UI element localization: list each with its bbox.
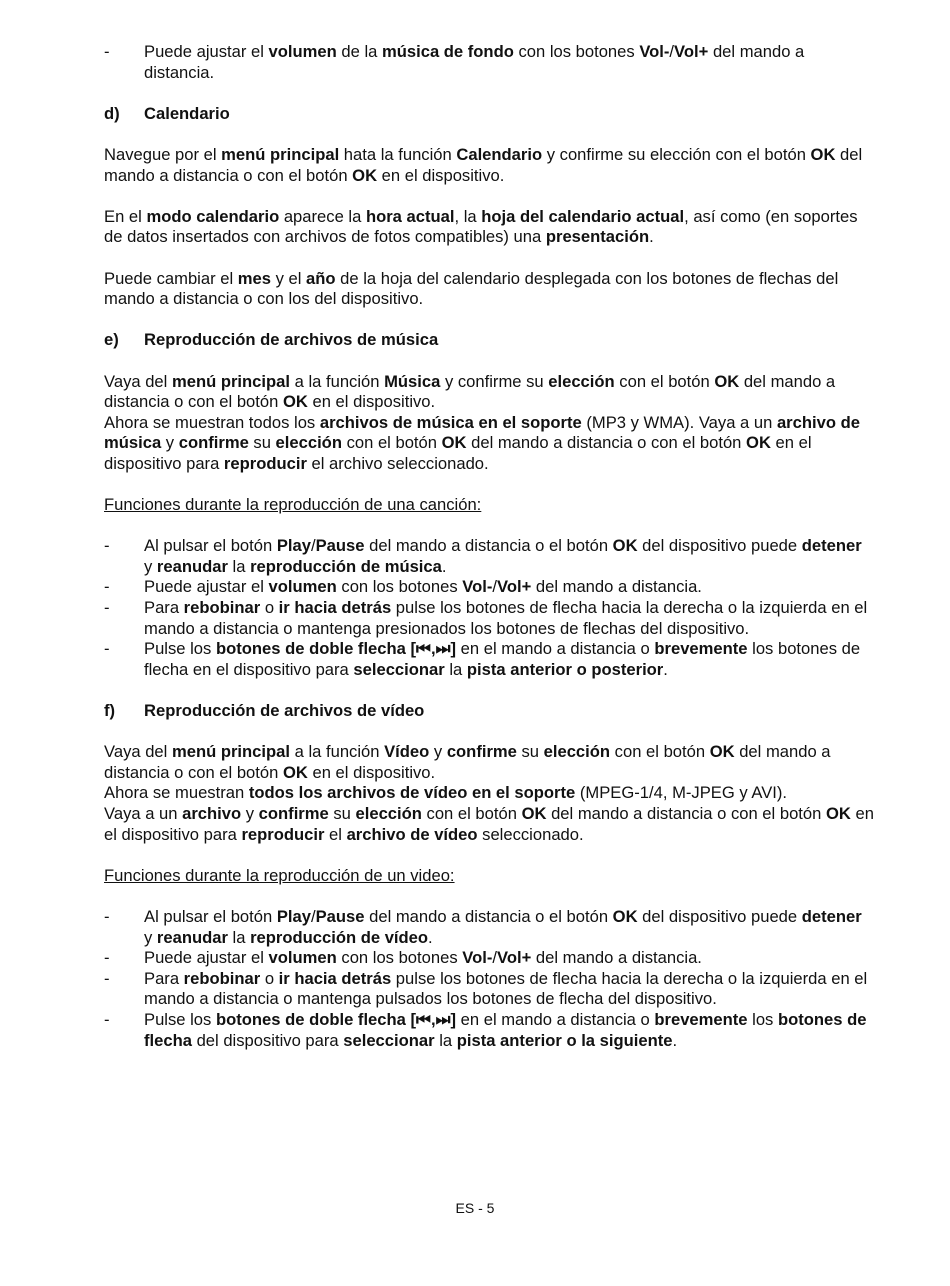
emphasis: reproducir — [241, 824, 325, 844]
emphasis: botones de flecha — [144, 1009, 867, 1050]
emphasis: elección — [543, 742, 611, 762]
emphasis: Vol+ — [496, 948, 532, 968]
text-run: o — [260, 598, 279, 618]
text-run: Puede ajustar el — [144, 42, 269, 61]
emphasis: confirme — [258, 803, 329, 823]
paragraph — [104, 207, 874, 248]
text-run: la — [444, 659, 467, 679]
emphasis: Calendario — [456, 144, 543, 164]
text-run: Vaya a un — [104, 803, 183, 823]
text-run: del dispositivo puede — [637, 906, 802, 926]
emphasis: OK — [441, 433, 467, 453]
text-run: el — [324, 824, 347, 844]
text-run: la — [434, 1030, 457, 1050]
text-run: del dispositivo para — [191, 1030, 344, 1050]
paragraph — [104, 742, 874, 783]
emphasis: elección — [355, 803, 422, 823]
emphasis: elección — [275, 433, 342, 453]
emphasis: OK — [612, 906, 638, 926]
emphasis: OK — [282, 762, 308, 782]
text-run: a la función — [290, 742, 385, 762]
list-item: - Puede ajustar el volumen con los botones Vol-/Vol+ del mando a distancia. — [104, 948, 702, 968]
text-run: con el botón — [610, 742, 710, 762]
paragraph — [104, 413, 874, 475]
text-run: Pulse los — [144, 1009, 216, 1029]
text-run: del mando a distancia o con el botón — [104, 144, 863, 185]
emphasis: volumen — [268, 577, 337, 597]
text-run: del dispositivo puede — [637, 536, 802, 556]
emphasis: OK — [709, 742, 735, 762]
page-number: ES - 5 — [455, 1200, 495, 1216]
text-run: Al pulsar el botón — [144, 906, 277, 926]
document-page — [104, 42, 874, 1051]
text-run: aparece la — [279, 206, 366, 226]
emphasis: Play — [276, 906, 311, 926]
emphasis: Vídeo — [384, 742, 430, 762]
emphasis: año — [306, 268, 336, 288]
emphasis: Música — [384, 371, 441, 391]
emphasis: Play — [276, 536, 311, 556]
text-run: Al pulsar el botón — [144, 536, 277, 556]
emphasis: seleccionar — [353, 659, 445, 679]
music-functions-list — [104, 536, 874, 680]
text-run: / — [492, 948, 497, 968]
text-run: Ahora se muestran — [104, 783, 249, 803]
text-run: con los botones — [336, 948, 463, 968]
text-run: del mando a distancia. — [144, 42, 805, 82]
emphasis: OK — [282, 392, 308, 412]
text-run: . — [672, 1030, 678, 1050]
emphasis: confirme — [178, 433, 249, 453]
text-run: seleccionado. — [477, 824, 584, 844]
text-run: . — [649, 227, 654, 247]
emphasis: reproducir — [223, 453, 307, 473]
section-heading-calendar: d) Calendario — [104, 103, 230, 123]
emphasis: botones de doble flecha [⏮,⏭] — [215, 639, 457, 659]
emphasis: música de fondo — [382, 42, 514, 61]
emphasis: brevemente — [654, 639, 748, 659]
text-run: y el — [270, 268, 307, 288]
emphasis: OK — [612, 536, 638, 556]
emphasis: hoja del calendario actual — [481, 206, 685, 226]
list-item: - Puede ajustar el volumen de la música de fondo con los botones Vol-/Vol+ del mando a distancia. — [104, 42, 805, 82]
text-run: Puede ajustar el — [144, 577, 269, 597]
text-run: , la — [454, 206, 482, 226]
text-run: / — [310, 906, 316, 926]
emphasis: hora actual — [365, 206, 455, 226]
text-run: con el botón — [614, 371, 715, 391]
text-run: del mando a distancia o con el botón — [104, 371, 836, 412]
emphasis: presentación — [545, 227, 650, 247]
emphasis: OK — [352, 165, 378, 185]
emphasis: confirme — [446, 742, 517, 762]
text-run: Vaya del — [104, 742, 172, 762]
emphasis: mes — [237, 268, 271, 288]
text-run: de la — [336, 42, 382, 61]
emphasis: OK — [810, 144, 836, 164]
text-run: (MPEG-1/4, M-JPEG y AVI). — [575, 783, 788, 803]
text-run: los — [747, 1009, 778, 1029]
emphasis: archivo de música — [104, 412, 860, 453]
text-run: en el dispositivo para — [104, 433, 812, 473]
emphasis: menú principal — [171, 742, 290, 762]
emphasis: seleccionar — [343, 1030, 435, 1050]
text-run: Pulse los — [144, 639, 216, 659]
text-run: / — [310, 536, 316, 556]
text-run: del mando a distancia o con el botón — [546, 803, 826, 823]
list-item: - Puede ajustar el volumen con los botones Vol-/Vol+ del mando a distancia. — [104, 577, 702, 597]
paragraph — [104, 372, 874, 413]
emphasis: archivo — [182, 803, 242, 823]
text-run: con el botón — [421, 803, 522, 823]
paragraph — [104, 269, 874, 310]
emphasis: reproducción de vídeo — [250, 927, 429, 947]
text-run: Vaya del — [104, 371, 172, 391]
text-run: con los botones — [513, 42, 640, 61]
text-run: en el dispositivo. — [307, 392, 436, 412]
emphasis: botones de doble flecha [⏮,⏭] — [215, 1009, 457, 1029]
list-item: - Pulse los botones de doble flecha [⏮,⏭] en el mando a distancia o brevemente los botones de flecha del dispositivo para seleccionar la pista anterior o la siguiente. — [104, 1009, 867, 1050]
emphasis: rebobinar — [183, 968, 261, 988]
section-heading-music: e) Reproducción de archivos de música — [104, 330, 439, 350]
text-run: su — [516, 742, 544, 762]
text-run: Para — [144, 598, 184, 618]
text-run: . — [663, 659, 668, 679]
emphasis: OK — [714, 371, 740, 391]
text-run: . — [428, 927, 433, 947]
emphasis: Vol+ — [496, 577, 532, 597]
emphasis: menú principal — [221, 144, 340, 164]
emphasis: menú principal — [171, 371, 290, 391]
emphasis: volumen — [268, 948, 337, 968]
emphasis: ir hacia detrás — [278, 598, 392, 618]
text-run: y confirme su — [440, 371, 549, 391]
text-run: la — [227, 927, 251, 947]
text-run: a la función — [290, 371, 385, 391]
paragraph — [104, 145, 874, 186]
paragraph — [104, 783, 874, 804]
video-functions-list — [104, 907, 874, 1051]
text-run: el archivo seleccionado. — [306, 453, 489, 473]
text-run: con el botón — [341, 433, 442, 453]
text-run: Puede cambiar el — [104, 268, 238, 288]
text-run: (MP3 y WMA). Vaya a un — [581, 412, 777, 432]
text-run: En el — [104, 206, 147, 226]
text-run: o — [260, 968, 279, 988]
emphasis: OK — [746, 433, 771, 453]
text-run: Puede ajustar el — [144, 948, 269, 968]
text-run: , así como (en soportes de datos insertados con archivos de fotos compatibles) una — [104, 206, 858, 247]
text-run: su — [328, 803, 356, 823]
emphasis: volumen — [268, 42, 337, 61]
emphasis: archivo de vídeo — [346, 824, 478, 844]
text-run: en el dispositivo. — [377, 165, 505, 185]
emphasis: todos los archivos de vídeo en el soporte — [248, 783, 576, 803]
text-run: del mando a distancia o con el botón — [466, 433, 747, 453]
text-run: en el dispositivo. — [307, 762, 436, 782]
emphasis: Pause — [315, 906, 365, 926]
emphasis: archivos de música en el soporte — [319, 412, 582, 432]
text-run: Navegue por el — [104, 144, 222, 164]
emphasis: reanudar — [156, 556, 228, 576]
text-run: en el mando a distancia o — [456, 1009, 655, 1029]
section-heading-video: f) Reproducción de archivos de vídeo — [104, 701, 425, 720]
emphasis: Pause — [315, 536, 365, 556]
emphasis: detener — [801, 906, 862, 926]
emphasis: detener — [801, 536, 862, 556]
text-run: del mando a distancia o con el botón — [104, 742, 831, 782]
list-item: - Al pulsar el botón Play/Pause del mando a distancia o el botón OK del dispositivo puede detener y reanudar la reproducción de vídeo. — [104, 906, 862, 947]
text-run: / — [492, 577, 497, 597]
text-run: y confirme su elección con el botón — [542, 144, 811, 164]
text-run: y — [241, 803, 259, 823]
list-item: - Para rebobinar o ir hacia detrás pulse los botones de flecha hacia la derecha o la izquierda en el mando a distancia o mantenga pulsados los botones de flecha del dispositivo. — [104, 968, 868, 1009]
text-run: con los botones — [336, 577, 463, 597]
list-item: - Para rebobinar o ir hacia detrás pulse los botones de flecha hacia la derecha o la izquierda en el mando a distancia o mantenga presionados los botones de flechas del dispositivo. — [104, 598, 868, 638]
emphasis: Vol+ — [674, 42, 709, 61]
text-run: y — [429, 742, 447, 762]
text-run: del mando a distancia o el botón — [364, 906, 613, 926]
text-run: . — [441, 556, 447, 576]
emphasis: reproducción de música — [250, 556, 442, 576]
text-run: del mando a distancia o el botón — [364, 536, 613, 556]
text-run: y — [161, 433, 179, 453]
text-run: del mando a distancia. — [531, 948, 702, 968]
text-run: / — [669, 42, 675, 61]
text-run: su — [248, 433, 276, 453]
emphasis: Vol- — [462, 577, 493, 597]
text-run: la — [227, 556, 251, 576]
emphasis: OK — [825, 803, 851, 823]
text-run: Ahora se muestran todos los — [104, 412, 320, 432]
text-run: en el dispositivo para — [104, 803, 874, 844]
emphasis: reanudar — [156, 927, 228, 947]
emphasis: OK — [521, 803, 547, 823]
emphasis: modo calendario — [146, 206, 280, 226]
text-run: del mando a distancia. — [531, 577, 702, 597]
list-item: - Al pulsar el botón Play/Pause del mando a distancia o el botón OK del dispositivo puede detener y reanudar la reproducción de música. — [104, 536, 862, 576]
text-run: de la hoja del calendario desplegada con los botones de flechas del mando a distancia o con los del dispositivo. — [104, 268, 839, 309]
emphasis: rebobinar — [183, 598, 261, 618]
emphasis: ir hacia detrás — [278, 968, 392, 988]
text-run: en el mando a distancia o — [456, 639, 655, 659]
emphasis: brevemente — [654, 1009, 748, 1029]
text-run: los botones de flecha en el dispositivo para — [144, 639, 861, 679]
text-run: pulse los botones de flecha hacia la derecha o la izquierda en el mando a distancia o mantenga presionados los botones de flechas del dispositivo. — [144, 598, 868, 638]
emphasis: Vol- — [639, 42, 670, 61]
emphasis: pista anterior o posterior — [466, 659, 664, 679]
emphasis: pista anterior o la siguiente — [456, 1030, 673, 1050]
text-run: Para — [144, 968, 184, 988]
emphasis: Vol- — [462, 948, 493, 968]
subheading-music-functions: Funciones durante la reproducción de una canción: — [104, 495, 482, 515]
text-run: pulse los botones de flecha hacia la derecha o la izquierda en el mando a distancia o mantenga pulsados los botones de flecha del dispositivo. — [144, 968, 868, 1009]
paragraph — [104, 804, 874, 845]
list-item: - Pulse los botones de doble flecha [⏮,⏭] en el mando a distancia o brevemente los botones de flecha en el dispositivo para seleccionar la pista anterior o posterior. — [104, 639, 861, 679]
emphasis: elección — [548, 371, 615, 391]
text-run: y — [144, 927, 157, 947]
subheading-video-functions: Funciones durante la reproducción de un video: — [104, 865, 455, 885]
text-run: hata la función — [339, 144, 457, 164]
text-run: y — [144, 556, 157, 576]
